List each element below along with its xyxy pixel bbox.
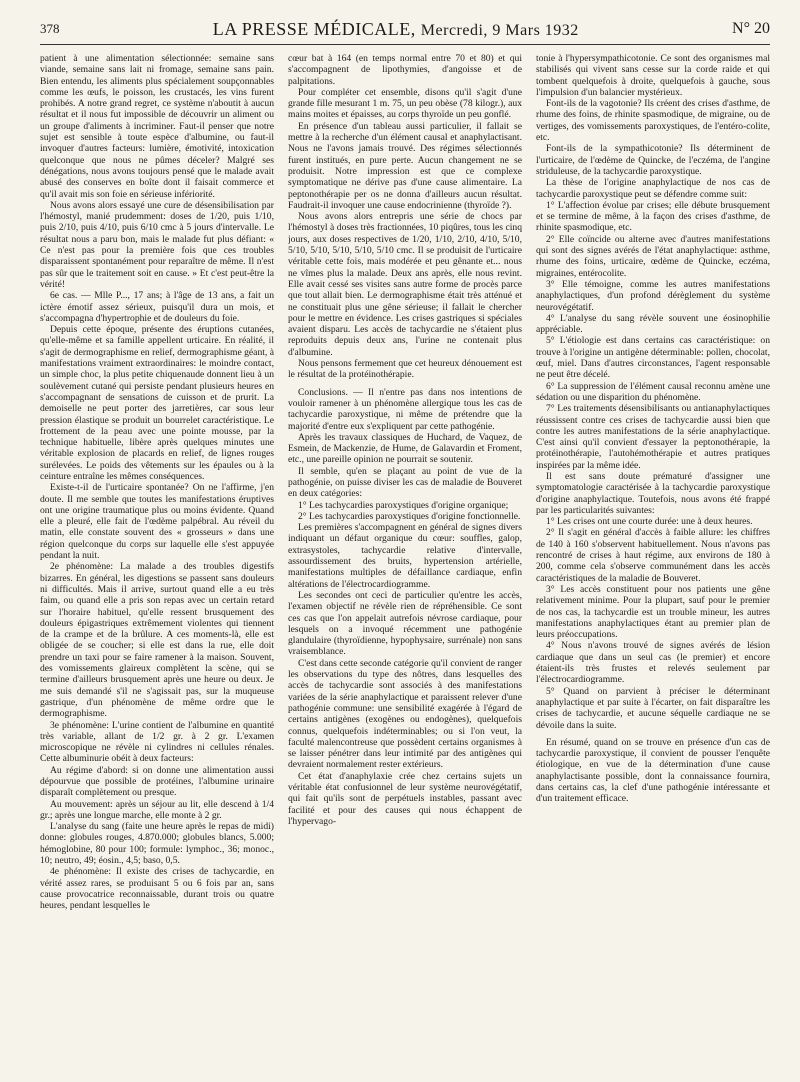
paragraph: La thèse de l'origine anaphylactique de nos cas de tachycardie paroxystique peut se défendre comme suit:: [536, 177, 770, 200]
paragraph: Depuis cette époque, présente des éruptions cutanées, qu'elle-même et sa famille appellent urticaire. En réalité, il s'agit de dermographisme en relief, dermographisme géant, à manifestations vraiment extraordinaires: le moindre contact, un simple choc, la plus petite chiquenaude donnent lieu à un soulèvement cutané qui persiste pendant plusieurs heures en s'accompagnant de sensations de cuisson et de prurit. La demoiselle ne peut porter des jarretières, car sous leur pression élastique se produit un bourrelet caractéristique. Le frottement de la peau avec une pointe mousse, par la technique habituelle, libère après quelques minutes une véritable explosion de placards en relief, de lignes rouges surélevées. Le poids des vêtements sur les épaules ou à la ceinture entraîne les mêmes conséquences.: [40, 324, 274, 482]
paragraph: 2° Les tachycardies paroxystiques d'origine fonctionnelle.: [298, 510, 521, 522]
paragraph: 5° Quand on parvient à préciser le déterminant anaphylactique et par suite à l'écarter, on fait disparaître les crises de tachycardie, et aucune séquelle cardiaque ne se dévoile dans la suite.: [536, 685, 770, 731]
paragraph: Nous avons alors essayé une cure de désensibilisation par l'hémostyl, manié prudemment: doses de 1/20, puis 1/10, puis 2/10, puis 4/10, puis 6/10 cmc à 5 jours d'intervalle. Le résultat nous a paru bon, mais le malade fut plus défiant: « Ce n'est pas pour la première fois que ces troubles disparaissent spontanément pour reparaître de même. Il n'est pas sûr que le traitement soit en cause. » Et c'est peut-être la vérité!: [40, 199, 274, 290]
paragraph: En résumé, quand on se trouve en présence d'un cas de tachycardie paroxystique, il convient de pousser l'enquête étiologique, en vue de la détermination d'une cause anaphylactisante possible, dont la connaissance fournira, dans certains cas, la clef d'une pathogénie intéressante et d'un traitement efficace.: [536, 736, 770, 805]
paragraph: Au régime d'abord: si on donne une alimentation aussi dépourvue que possible de protéines, l'albumine urinaire disparaît complètement ou presque.: [40, 764, 274, 799]
paragraph: Font-ils de la vagotonie? Ils créent des crises d'asthme, de rhume des foins, de rhinite spasmodique, de migraine, ou de vertiges, des vomissements paroxystiques, de l'entéro-colite, etc.: [536, 98, 770, 144]
paragraph: 3° Elle témoigne, comme les autres manifestations anaphylactiques, d'un profond dérèglement du système neurovégétatif.: [536, 278, 770, 313]
paragraph: Font-ils de la sympathicotonie? Ils déterminent de l'urticaire, de l'œdème de Quincke, de l'eczéma, de l'angine striduleuse, de la tachycardie paroxystique.: [536, 143, 770, 177]
paragraph: Existe-t-il de l'urticaire spontanée? On ne l'affirme, j'en doute. Il me semble que toutes les manifestations éruptives ont une origine traumatique plus ou moins évidente. Quand elle a pleuré, elle fait de l'œdème palpébral. Au réveil du matin, elle constate souvent des « grosseurs » dans une région quelconque du corps sur laquelle elle s'est appuyée pendant la nuit.: [40, 482, 274, 562]
paragraph: Il semble, qu'en se plaçant au point de vue de la pathogénie, on puisse diviser les cas de maladie de Bouveret en deux catégories:: [288, 465, 522, 500]
text-column-2: [288, 53, 522, 1063]
paragraph: 7° Les traitements désensibilisants ou antianaphylactiques réussissent contre ces crises de tachycardie aussi bien que contre les autres manifestations de la série anaphylactique. C'est ainsi qu'il convient d'essayer la peptonothérapie, la protéinothérapie, l'autohémothérapie et autres pratiques inspirées par la même idée.: [536, 403, 770, 471]
paragraph: L'analyse du sang (faite une heure après le repas de midi) donne: globules rouges, 4.870.000; globules blancs, 5.000; hémoglobine, 80 pour 100; formule: lymphoc., 36; monoc., 10; neutro, 49; éosin., 4,5; baso, 0,5.: [40, 821, 274, 867]
paragraph: Les secondes ont ceci de particulier qu'entre les accès, l'examen objectif ne révèle rien de répréhensible. Ce sont ces cas que l'on appelait autrefois névrose cardiaque, pour lesquels on a invoqué récemment une pathogénie glandulaire (thyroïdienne, hypophysaire, surrénale) non sans vraisemblance.: [288, 589, 522, 658]
page-number: 378: [40, 21, 60, 36]
paragraph: En présence d'un tableau aussi particulier, il fallait se mettre à la recherche d'un élément causal et anaphylactisant. Nous ne l'avons jamais trouvé. Des régimes sélectionnés furent institués, en pure perte. Aucun changement ne se produisit. Notre impression est que ce complexe symptomatique ne dérive pas d'une cause alimentaire. La peptonothérapie per os ne donna d'ailleurs aucun résultat. Faudrait-il invoquer une cause endocrinienne (thyroïde ?).: [288, 120, 522, 211]
paragraph: patient à une alimentation sélectionnée: semaine sans viande, semaine sans lait ni fromage, semaine sans pain. Bien entendu, les aliments plus spécialement soupçonnables comme les œufs, le poisson, les crustacés, les vins furent prohibés. A notre grand regret, ce système n'aboutit à aucun résultat et il nous fut impossible de découvrir un aliment ou un groupe d'aliments à incriminer. Faut-il penser que notre sujet est sensible à toute espèce d'albumine, ou faut-il invoquer d'autres facteurs: lumière, émotivité, intoxication quelconque que nous ne pûmes déceler? Malgré ses dénégations, nous avons toujours pensé que le malade avait abusé des conserves en boîte dont il faisait commerce et qu'il avait mis son foie en sérieuse infériorité.: [40, 53, 274, 200]
paragraph: 4° Nous n'avons trouvé de signes avérés de lésion cardiaque que dans un seul cas (le premier) et encore étaient-ils très frustes et relevés seulement par l'électrocardiogramme.: [536, 640, 770, 686]
paragraph: 1° Les crises ont une courte durée: une à deux heures.: [546, 516, 753, 528]
paragraph: 2e phénomène: La malade a des troubles digestifs bizarres. En général, les digestions se passent sans douleurs ni difficultés. Mais il arrive, surtout quand elle a eu très faim, ou quand elle a pris son repas avec un certain retard sur l'horaire habituel, qu'elle ressent brusquement des douleurs épigastriques extrêmement violentes qui tiennent de la crampe et de la brûlure. A ces moments-là, elle est obligée de se coucher; si elle est dans la rue, elle doit prendre un taxi pour se faire ramener à la maison. Souvent, des vomissements glaireux complètent la scène, qui se termine d'ailleurs brusquement après une heure ou deux. Je me suis demandé s'il ne s'agissait pas, sur la muqueuse gastrique, d'un phénomène de même ordre que le dermographisme.: [40, 561, 274, 720]
paragraph: Conclusions. — Il n'entre pas dans nos intentions de vouloir ramener à un phénomène allergique tous les cas de tachycardie paroxystique, ni même de prétendre que la majorité d'entre eux s'expliquent par cette pathogénie.: [288, 386, 522, 432]
paragraph: 4° L'analyse du sang révèle souvent une éosinophilie appréciable.: [536, 312, 770, 336]
text-column-3: [536, 53, 770, 1063]
paragraph: Nous pensons fermement que cet heureux dénouement est le résultat de la protéinothérapie.: [288, 358, 522, 381]
paragraph: 6e cas. — Mlle P..., 17 ans; à l'âge de 13 ans, a fait un ictère émotif assez sérieux, puisqu'il dura un mois, et s'accompagna d'hypertrophie et de douleurs du foie.: [40, 290, 274, 324]
paragraph: 3e phénomène: L'urine contient de l'albumine en quantité très variable, allant de 1/2 gr. à 2 gr. L'examen microscopique ne révèle ni cylindres ni cellules rénales. Cette albuminurie obéit à deux facteurs:: [40, 719, 274, 765]
page-header: [40, 14, 770, 45]
paragraph: cœur bat à 164 (en temps normal entre 70 et 80) et qui s'accompagnent de lipothymies, d'angoisse et de palpitations.: [288, 53, 522, 87]
journal-title: LA PRESSE MÉDICALE,: [212, 18, 416, 39]
paragraph: Il est sans doute prématuré d'assigner une symptomatologie caractérisée à la tachycardie paroxystique d'origine anaphylactique. Toutefois, nous avons été frappé par les particularités suivantes:: [536, 470, 770, 516]
paragraph: 5° L'étiologie est dans certains cas caractéristique: on trouve à l'origine un antigène déterminable: pollen, chocolat, œuf, miel. Dans d'autres circonstances, l'agent responsable ne peut être décelé.: [536, 335, 770, 381]
paragraph: Nous avons alors entrepris une série de chocs par l'hémostyl à doses très fractionnées, 10 piqûres, tous les cinq jours, aux doses respectives de 1/20, 1/10, 2/10, 4/10, 5/10, 5/10, 5/10, 5/10, 5/10, 5/10 cmc. Il se produisit de l'urticaire véritable cette fois, mais modérée et peu gênante et... nous ne vîmes plus la malade. Deux ans après, elle nous revint. Elle avait cessé ses visites sans autre forme de procès parce que tout allait bien. Le dermographisme était très atténué et ne constituait plus une gêne sérieuse; il fallait le chercher pour le mettre en évidence. Les crises gastriques si spéciales avaient disparu. Les accès de tachycardie ne s'étaient plus reproduits depuis deux ans, l'urine ne contenait plus d'albumine.: [288, 211, 522, 358]
paragraph: Cet état d'anaphylaxie crée chez certains sujets un véritable état confusionnel de leur système neurovégétatif, qui fait qu'ils sont de perpétuels instables, passant avec facilité et pour des causes qui nous échappent de l'hypervago-: [288, 770, 522, 827]
article-columns: [40, 53, 770, 1063]
paragraph: tonie à l'hypersympathicotonie. Ce sont des organismes mal stabilisés qui vivent sans cesse sur la corde raide et qui tombent quelquefois à droite, quelquefois à gauche, sous l'impulsion d'un balancier mystérieux.: [536, 53, 770, 98]
paragraph: 4e phénomène: Il existe des crises de tachycardie, en vérité assez rares, se produisant 5 ou 6 fois par an, sans cause provocatrice reconnaissable, durant trois ou quatre heures, pendant lesquelles le: [40, 866, 274, 912]
paragraph: 2° Il s'agit en général d'accès à faible allure: les chiffres de 140 à 160 s'observent habituellement. Nous n'avons pas rencontré de crises à haut régime, aux environs de 180 à 200, comme cela s'observe communément dans les accès caractéristiques de la maladie de Bouveret.: [536, 527, 770, 584]
issue-date: Mercredi, 9 Mars 1932: [420, 21, 579, 39]
paragraph: C'est dans cette seconde catégorie qu'il convient de ranger les observations du type des nôtres, dans lesquelles des accès de tachycardie sont associés à des manifestations variées de la série anaphylactique et paraissent relever d'une pathogénie commune: une sensibilité exagérée à l'égard de certains antigènes (exogènes ou endogènes), quelquefois connus, quelquefois indéterminables; ou si l'on veut, la faculté malencontreuse que possèdent certains organismes à se laisser pénétrer dans leur intimité par des antigènes qui devraient normalement rester extérieurs.: [288, 657, 522, 771]
issue-number: N° 20: [732, 20, 770, 37]
paragraph: Pour compléter cet ensemble, disons qu'il s'agit d'une grande fille mesurant 1 m. 75, un peu obèse (78 kilogr.), aux mains moites et épaisses, au corps thyroïde un peu gonflé.: [288, 86, 522, 121]
paragraph: 6° La suppression de l'élément causal reconnu amène une sédation ou une disparition du phénomène.: [536, 380, 770, 403]
paragraph: Au mouvement: après un séjour au lit, elle descend à 1/4 gr.; après une longue marche, elle monte à 2 gr.: [40, 798, 274, 821]
journal-masthead: [213, 19, 579, 40]
paragraph: 1° Les tachycardies paroxystiques d'origine organique;: [298, 499, 509, 511]
paragraph: 3° Les accès constituent pour nos patients une gêne relativement minime. Pour la plupart, sauf pour le premier de nos cas, la tachycardie est un trouble mineur, les autres manifestations anaphylactiques étant au premier plan de leurs préoccupations.: [536, 583, 770, 641]
text-column-1: [40, 53, 274, 1063]
paragraph: 2° Elle coïncide ou alterne avec d'autres manifestations qui sont des signes avérés de l'état anaphylactique: asthme, rhume des foins, urticaire, œdème de Quincke, eczéma, migraines, entérocolite.: [536, 233, 770, 279]
paragraph: 1° L'affection évolue par crises; elle débute brusquement et se termine de même, à la façon des crises d'asthme, de rhinite spasmodique, etc.: [536, 199, 770, 234]
paragraph: Après les travaux classiques de Huchard, de Vaquez, de Esmein, de Mackenzie, de Hume, de Galavardin et Froment, etc., une pareille opinion ne pourrait se soutenir.: [288, 431, 522, 466]
paragraph: Les premières s'accompagnent en général de signes divers indiquant un défaut organique du cœur: souffles, galop, extrasystoles, tachycardie relative d'intervalle, assourdissement des bruits, hypertension artérielle, manifestations multiples de défaillance cardiaque, enfin altérations de l'électrocardiogramme.: [288, 522, 522, 590]
